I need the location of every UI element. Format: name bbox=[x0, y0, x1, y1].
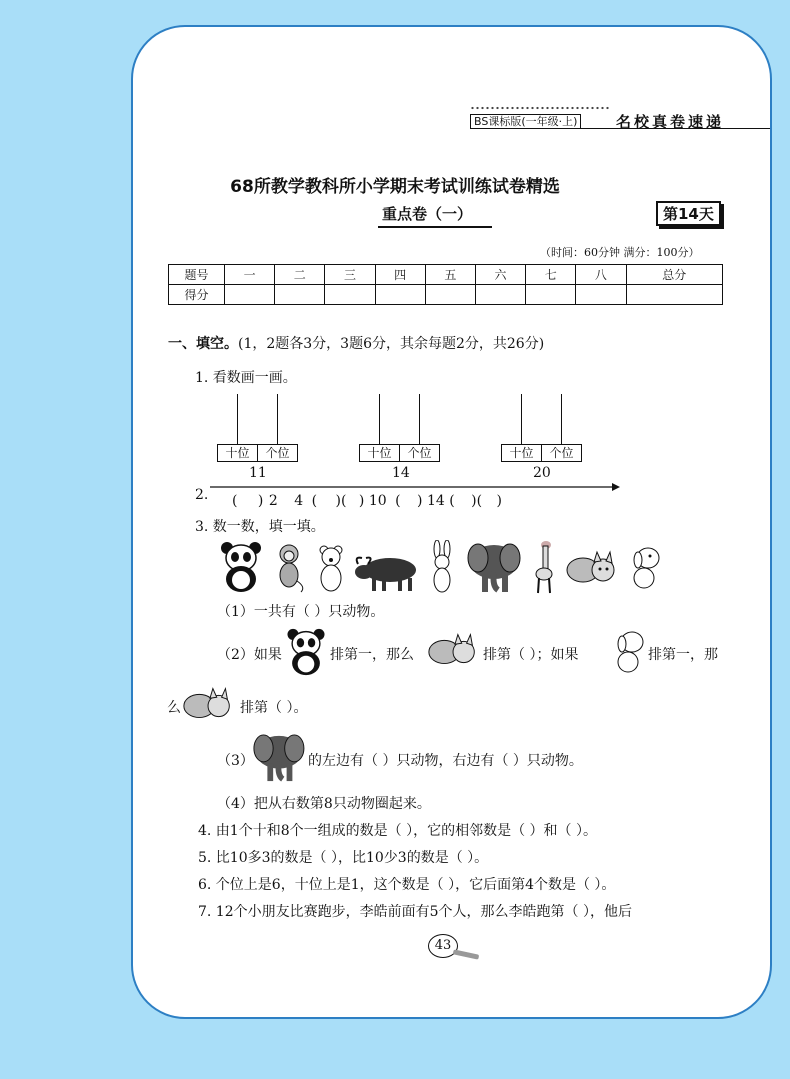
abacus-rod bbox=[277, 394, 278, 445]
score-row-label: 得分 bbox=[169, 285, 225, 305]
ones-label: 个位 bbox=[257, 445, 297, 461]
cat-icon bbox=[563, 548, 623, 590]
blank-close: ) bbox=[492, 493, 502, 509]
question-6: 6. 个位上是6，十位上是1，这个数是（ ），它后面第4个数是（ ）。 bbox=[198, 877, 616, 893]
score-cell[interactable] bbox=[576, 285, 626, 305]
question-3-2a: （2）如果 bbox=[217, 647, 282, 663]
score-header-cell: 三 bbox=[325, 265, 375, 285]
question-1: 1. 看数画一画。 bbox=[195, 370, 297, 386]
number-line bbox=[210, 480, 622, 494]
cat-icon bbox=[180, 684, 238, 726]
blank-pair: )( bbox=[466, 493, 483, 509]
exam-title: 68所教学教科所小学期末考试训练试卷精选 bbox=[230, 177, 560, 197]
elephant-icon bbox=[462, 542, 522, 594]
question-3-2d: 排第一，那 bbox=[648, 647, 718, 663]
question-3-3b: 的左边有（ ）只动物，右边有（ ）只动物。 bbox=[308, 753, 583, 769]
bear-icon bbox=[316, 544, 346, 594]
score-header-cell: 四 bbox=[375, 265, 425, 285]
arrow-icon bbox=[612, 483, 620, 491]
blank-open: ( bbox=[232, 493, 238, 509]
score-header-cell: 七 bbox=[526, 265, 576, 285]
number-label: 20 bbox=[533, 465, 551, 481]
giraffe-icon bbox=[532, 540, 556, 594]
header-dots bbox=[470, 106, 610, 110]
question-5: 5. 比10多3的数是（ ），比10少3的数是（ ）。 bbox=[198, 850, 489, 866]
score-header-cell: 二 bbox=[275, 265, 325, 285]
series-title: 名校真卷速递 bbox=[616, 113, 725, 131]
question-3-2f: 排第（ ）。 bbox=[240, 700, 308, 716]
abacus-rod bbox=[379, 394, 380, 445]
abacus-rod bbox=[237, 394, 238, 445]
question-3-2c: 排第（ ）；如果 bbox=[483, 647, 579, 663]
question-3-3a: （3） bbox=[217, 753, 254, 769]
panda-icon bbox=[283, 627, 329, 677]
blank-close: ) bbox=[253, 493, 264, 509]
ones-label: 个位 bbox=[399, 445, 439, 461]
score-cell[interactable] bbox=[325, 285, 375, 305]
score-header-cell: 一 bbox=[225, 265, 275, 285]
buffalo-icon bbox=[354, 552, 420, 592]
section-1-heading bbox=[168, 333, 544, 353]
blank-close: ) bbox=[354, 493, 365, 509]
number-line-value: 2 bbox=[268, 493, 278, 509]
abacus-rod bbox=[561, 394, 562, 445]
score-header-cell: 八 bbox=[576, 265, 626, 285]
rabbit-icon bbox=[428, 540, 456, 594]
score-cell[interactable] bbox=[526, 285, 576, 305]
abacus-rod bbox=[521, 394, 522, 445]
score-row bbox=[169, 285, 723, 305]
number-line-value: 10 bbox=[368, 493, 387, 509]
score-cell[interactable] bbox=[275, 285, 325, 305]
score-header-cell: 总分 bbox=[626, 265, 723, 285]
place-value-chart bbox=[359, 444, 440, 462]
number-line-value: 4 bbox=[294, 493, 304, 509]
blank-open: ( bbox=[449, 493, 455, 509]
tens-label: 十位 bbox=[509, 446, 534, 460]
abacus-rod bbox=[419, 394, 420, 445]
dog-icon bbox=[628, 546, 664, 590]
question-3-1: （1）一共有（ ）只动物。 bbox=[217, 604, 385, 620]
score-cell[interactable] bbox=[375, 285, 425, 305]
score-table bbox=[168, 264, 723, 305]
question-3-2b: 排第一，那么 bbox=[330, 647, 414, 663]
score-cell[interactable] bbox=[626, 285, 723, 305]
section-1-label: 一、填空。 bbox=[168, 336, 238, 352]
ones-label: 个位 bbox=[541, 445, 581, 461]
question-4: 4. 由1个十和8个一组成的数是（ ），它的相邻数是（ ）和（ ）。 bbox=[198, 823, 597, 839]
monkey-icon bbox=[273, 543, 307, 593]
cat-icon bbox=[425, 630, 483, 672]
blank-open: ( bbox=[395, 493, 401, 509]
blank-close: ) bbox=[412, 493, 423, 509]
question-3-4: （4）把从右数第8只动物圈起来。 bbox=[217, 796, 431, 812]
tens-label: 十位 bbox=[225, 446, 250, 460]
question-7: 7. 12个小朋友比赛跑步，李皓前面有5个人，那么李皓跑第（ ），他后 bbox=[198, 904, 632, 920]
question-3: 3. 数一数，填一填。 bbox=[195, 519, 325, 535]
score-cell[interactable] bbox=[225, 285, 275, 305]
score-header-cell: 题号 bbox=[169, 265, 225, 285]
page-number: 43 bbox=[428, 934, 458, 958]
edition-label: BS课标版(一年级·上) bbox=[470, 114, 581, 129]
score-cell[interactable] bbox=[475, 285, 525, 305]
score-header-cell: 五 bbox=[425, 265, 475, 285]
subtitle-underline bbox=[378, 226, 492, 228]
question-3-2e: 么 bbox=[167, 700, 181, 716]
number-line-value: 14 bbox=[426, 493, 445, 509]
tens-label: 十位 bbox=[367, 446, 392, 460]
number-label: 11 bbox=[249, 465, 267, 481]
day-badge: 第14天 bbox=[656, 201, 721, 226]
score-header-cell: 六 bbox=[475, 265, 525, 285]
place-value-chart bbox=[501, 444, 582, 462]
place-value-chart bbox=[217, 444, 298, 462]
number-line-labels bbox=[232, 493, 502, 509]
panda-icon bbox=[218, 540, 264, 594]
dog-icon bbox=[612, 630, 648, 674]
blank-pair: )( bbox=[331, 493, 347, 509]
score-header-row bbox=[169, 265, 723, 285]
exam-subtitle: 重点卷（一） bbox=[382, 205, 473, 223]
score-cell[interactable] bbox=[425, 285, 475, 305]
question-2-number: 2. bbox=[195, 487, 209, 503]
elephant-icon bbox=[248, 733, 306, 783]
header-rule bbox=[470, 128, 770, 129]
section-1-desc: (1，2题各3分，3题6分，其余每题2分，共26分) bbox=[238, 336, 545, 352]
number-label: 14 bbox=[392, 465, 410, 481]
time-info: （时间：60分钟 满分：100分） bbox=[540, 246, 700, 259]
blank-open: ( bbox=[311, 493, 318, 509]
